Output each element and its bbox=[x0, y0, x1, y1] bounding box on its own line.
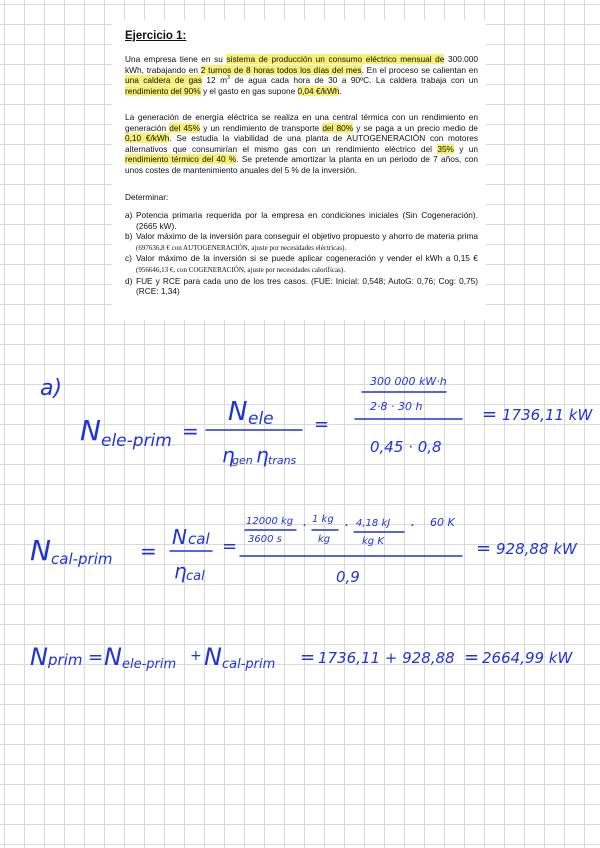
highlighted-text: sistema de producción un consumo eléctrico mensual de bbox=[226, 54, 445, 64]
text-run: Potencia primaria requerida por la empresa en condiciones iniciales (Sin Cogeneración). (2665 kW). bbox=[136, 210, 478, 231]
eq3-term1-sub: ele-prim bbox=[122, 657, 177, 672]
eq3-plus: + bbox=[190, 648, 202, 664]
question-label: c) bbox=[125, 253, 132, 264]
eq3-result: 2664,99 kW bbox=[482, 649, 573, 667]
eq3-equals: = bbox=[88, 647, 104, 668]
text-run: y el gasto en gas supone bbox=[200, 85, 298, 96]
text-run: . bbox=[339, 85, 342, 96]
eq1-top-num: 300 000 kW·h bbox=[370, 375, 447, 388]
determine-heading: Determinar: bbox=[125, 192, 169, 202]
eq1-lhs-sub: ele-prim bbox=[101, 431, 172, 451]
highlighted-text: 0,04 €/kWh bbox=[297, 85, 340, 96]
text-run: y se paga a un precio medio de bbox=[353, 122, 479, 133]
eq2-factor-a-num: 12000 kg bbox=[246, 516, 294, 527]
text-run: . En el proceso se calientan en bbox=[361, 64, 478, 75]
text-run: de agua cada hora de 30 a 90ºC. La caldera trabaja con un bbox=[230, 75, 478, 86]
eq2-dot-3: · bbox=[410, 518, 415, 534]
highlighted-text: del 80% bbox=[322, 122, 354, 133]
eq2-equals-3: = bbox=[476, 538, 492, 559]
text-run: y un rendimiento de transporte bbox=[200, 122, 323, 133]
eq3-term2: N bbox=[204, 643, 222, 671]
eq1-equals-3: = bbox=[482, 404, 498, 425]
highlighted-text: del 45% bbox=[169, 122, 201, 133]
text-run: y un bbox=[453, 143, 478, 154]
eq1-den-eta2: η bbox=[256, 443, 269, 467]
question-label: b) bbox=[125, 231, 133, 242]
eq3-lhs-sub: prim bbox=[48, 651, 83, 669]
text-run: 3 bbox=[226, 75, 231, 82]
text-run: . Se pretende amortizar la planta en un periodo de 7 años, con unos costes de mantenimiento anuales del 5 % de la inversión. bbox=[125, 154, 478, 175]
text-run: 300.000 kWh, trabajando en bbox=[125, 54, 479, 75]
equation-total-primary bbox=[30, 643, 573, 672]
eq2-result: 928,88 kW bbox=[496, 540, 577, 558]
eq1-lhs: N bbox=[80, 414, 101, 447]
highlighted-text: una caldera de gas bbox=[125, 75, 202, 86]
equation-heat-primary bbox=[30, 514, 578, 586]
eq1-result: 1736,11 kW bbox=[502, 406, 593, 424]
eq1-top-den: 2·8 · 30 h bbox=[370, 400, 423, 413]
highlighted-text: rendimiento térmico del 40 % bbox=[125, 154, 237, 165]
eq2-num-sub: cal bbox=[188, 530, 210, 548]
eq3-term1: N bbox=[104, 643, 122, 671]
eq2-factor-b-den: kg bbox=[318, 534, 331, 545]
question-label: d) bbox=[125, 275, 133, 286]
eq3-equals-2: = bbox=[300, 647, 316, 668]
eq2-den: η bbox=[174, 559, 187, 583]
eq1-den-eta1: η bbox=[222, 443, 235, 467]
eq2-factor-b-num: 1 kg bbox=[312, 514, 334, 525]
eq1-equals-2: = bbox=[314, 414, 330, 435]
text-run: La generación de energía eléctrica se realiza en una central térmica con un rendimiento en generación bbox=[125, 112, 478, 133]
eq2-equals-2: = bbox=[222, 536, 238, 557]
eq2-dot-2: · bbox=[344, 518, 349, 534]
eq2-den-sub: cal bbox=[186, 569, 205, 584]
text-run: Valor máximo de la inversión para conseguir el objetivo propuesto y ahorro de materia prima bbox=[136, 231, 478, 242]
text-run: FUE y RCE para cada uno de los tres casos. (FUE: Inicial: 0,548; AutoG: 0,76; Cog: 0,75) (RCE: 1,34) bbox=[136, 275, 478, 297]
eq2-factor-d: 60 K bbox=[430, 516, 455, 529]
part-a-label: a) bbox=[40, 376, 63, 401]
eq1-equals: = bbox=[182, 419, 199, 443]
eq1-num-sub: ele bbox=[248, 409, 274, 429]
answer-note: (956646,13 €, con COGENERACIÓN, ajuste por necesidades caloríficas). bbox=[136, 265, 345, 274]
eq2-lhs-sub: cal-prim bbox=[51, 550, 113, 568]
highlighted-text: 35% bbox=[437, 143, 454, 154]
eq2-den-value: 0,9 bbox=[336, 568, 360, 586]
text-run: Una empresa tiene en su bbox=[125, 54, 227, 64]
highlighted-text: rendimiento del 90% bbox=[125, 85, 201, 96]
eq2-dot-1: · bbox=[302, 518, 307, 534]
eq2-num: N bbox=[172, 525, 187, 549]
exercise-title: Ejercicio 1: bbox=[125, 30, 187, 42]
text-run: . Se estudia la viabilidad de una planta de AUTOGENERACIÓN con motores alternativos que consumirían el mismo gas con un rendimiento eléctrico del bbox=[125, 133, 479, 154]
text-run: 12 m bbox=[201, 75, 227, 86]
eq2-factor-c-den: kg K bbox=[362, 536, 384, 547]
eq3-term2-sub: cal-prim bbox=[222, 657, 276, 672]
eq1-den-sub1: gen bbox=[232, 454, 253, 467]
highlighted-text: 2 turnos de 8 horas todos los días del mes bbox=[200, 64, 362, 75]
highlighted-text: 0,10 €/kWh bbox=[125, 133, 170, 144]
answer-note: (697636,8 € con AUTOGENERACIÓN, ajuste por necesidades eléctricas). bbox=[136, 243, 347, 252]
eq2-factor-c-num: 4,18 kJ bbox=[356, 518, 391, 529]
eq3-lhs: N bbox=[30, 643, 48, 671]
eq3-equals-3: = bbox=[464, 647, 480, 668]
equation-electric-primary bbox=[80, 375, 593, 467]
eq2-equals: = bbox=[140, 539, 157, 563]
text-run: Valor máximo de la inversión si se puede aplicar cogeneración y vender el kWh a 0,15 € bbox=[136, 253, 478, 264]
eq3-values: 1736,11 + 928,88 bbox=[318, 649, 455, 667]
eq2-factor-a-den: 3600 s bbox=[248, 534, 282, 545]
eq1-num: N bbox=[228, 397, 248, 427]
eq1-den-sub2: trans bbox=[268, 454, 297, 467]
eq2-lhs: N bbox=[30, 534, 51, 567]
eq1-den: 0,45 · 0,8 bbox=[370, 438, 442, 456]
question-label: a) bbox=[125, 210, 133, 220]
